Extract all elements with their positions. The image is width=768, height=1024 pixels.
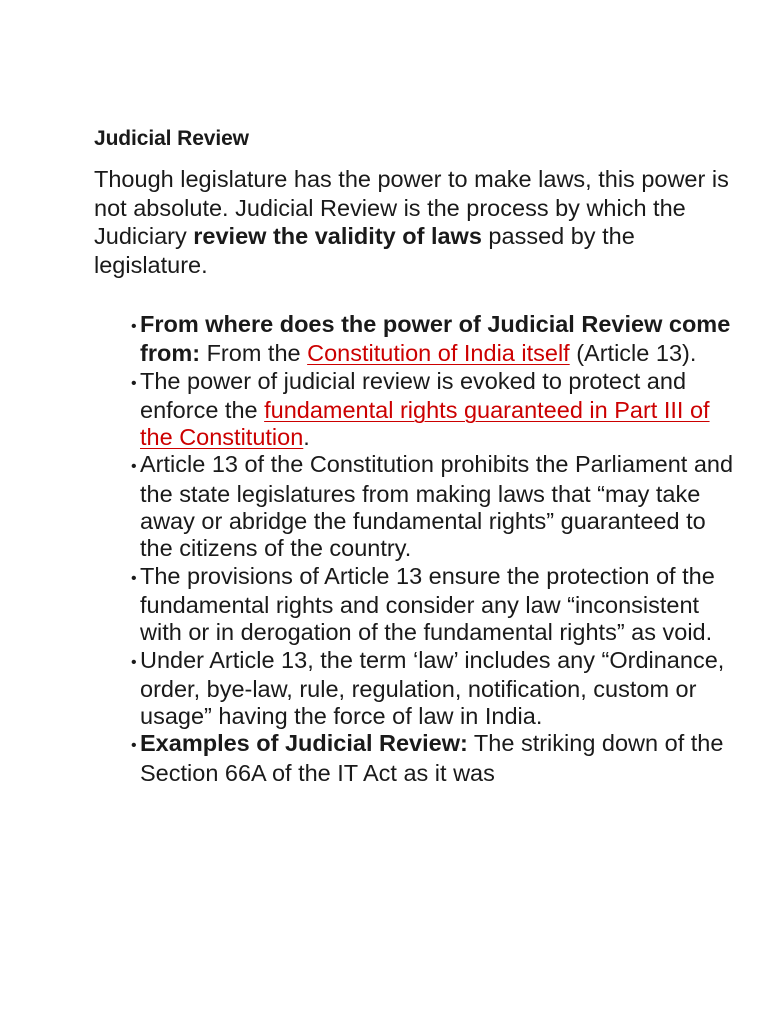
constitution-link[interactable]: Constitution of India itself (307, 340, 570, 367)
list-item-text: The striking down of the Section 66A of the IT Act as it was (140, 730, 724, 786)
intro-bold-text: review the validity of laws (193, 223, 482, 249)
list-item-bold: Examples of Judicial Review: (140, 730, 468, 757)
page-title: Judicial Review (94, 127, 249, 150)
list-item-text-end: . (303, 424, 310, 451)
bullet-list (124, 311, 734, 787)
list-item-article-13-prohibition (124, 451, 734, 562)
intro-text-end: passed by the legislature. (94, 223, 635, 278)
bullet-icon: • (131, 737, 137, 755)
bullet-icon: • (131, 569, 137, 587)
list-item-power-source (124, 311, 734, 368)
list-item-law-definition (124, 647, 734, 731)
bullet-icon: • (131, 458, 137, 476)
intro-paragraph (94, 165, 734, 279)
list-item-examples (124, 730, 734, 787)
list-item-text: Article 13 of the Constitution prohibits the Parliament and the state legislatures from making laws that “may take away or abridge the fundamental rights” guaranteed to the citizens of the country. (140, 451, 734, 562)
list-item-article-13-provisions (124, 563, 734, 647)
list-item-text: The provisions of Article 13 ensure the protection of the fundamental rights and consider any law “inconsistent with or in derogation of the fundamental rights” as void. (140, 562, 715, 646)
list-item-fundamental-rights (124, 368, 734, 452)
intro-text: Though legislature has the power to make laws, this power is not absolute. Judicial Review is the process by which the Judiciary (94, 166, 729, 249)
bullet-icon: • (131, 374, 137, 392)
list-item-text-end: (Article 13). (569, 340, 697, 367)
bullet-icon: • (131, 318, 137, 335)
list-item-bold: From where does the power of Judicial Review come from: (140, 311, 731, 367)
bullet-icon: • (131, 653, 137, 671)
list-item-text: From the (200, 340, 308, 367)
fundamental-rights-link[interactable]: fundamental rights guaranteed in Part III of the Constitution (140, 396, 710, 451)
list-item-text: Under Article 13, the term ‘law’ includes any “Ordinance, order, bye-law, rule, regulation, notification, custom or usage” having the force of law in India. (140, 646, 725, 730)
list-item-text: The power of judicial review is evoked to protect and enforce the (140, 367, 687, 423)
